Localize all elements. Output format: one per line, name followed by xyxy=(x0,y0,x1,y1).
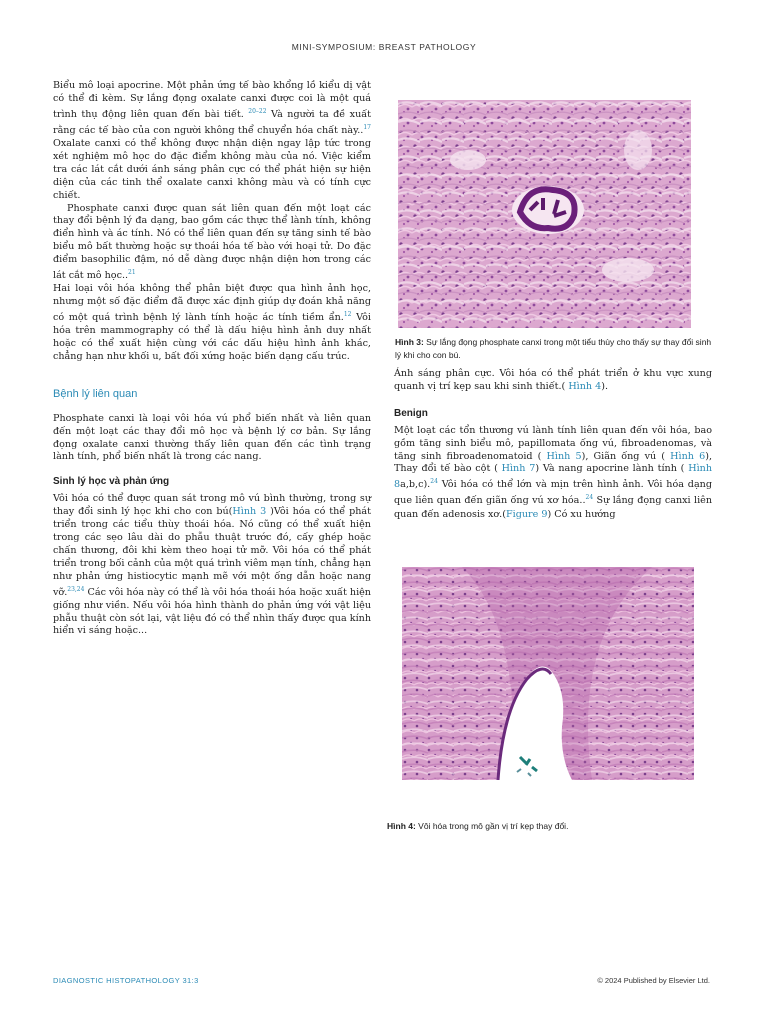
citation-link[interactable]: 23,24 xyxy=(67,585,85,593)
figure-link[interactable]: Hình 4 xyxy=(568,380,602,392)
text: Vôi hóa có thể lớn và mịn trên hình ảnh. Vôi hóa dạng que liên quan đến giãn ống vú xơ hóa.. xyxy=(394,479,712,507)
citation-link[interactable]: 21 xyxy=(128,269,136,277)
figure-4-micrograph xyxy=(402,567,694,780)
text: a,b,c). xyxy=(400,479,431,491)
caption-text: Vôi hóa trong mô gần vị trí kẹp thay đổi. xyxy=(415,821,569,831)
text: Các vôi hóa này có thể là vôi hóa thoái hóa hoặc xuất hiện giống như viền. Nếu vôi hóa hình thành do phản ứng với vật liệu phẫu thuật còn sót lại, vật liệu đó có thể nhìn thấy được qua kính hiển vi sáng hoặc... xyxy=(53,586,371,637)
figure-label: Hình 3: xyxy=(395,337,424,347)
figure-3-micrograph xyxy=(398,100,691,328)
text: Vôi hóa trên mammography có thể là dấu hiệu hình ảnh duy nhất hoặc có thể xuất hiện cùng với các dấu hiệu hình ảnh khác, chẳng hạn như khối u, bất đối xứng hoặc biến dạng cấu trúc. xyxy=(53,312,371,362)
text: Một loạt các tổn thương vú lành tính liên quan đến vôi hóa, bao gồm tăng sinh biểu mô, papillomata ống vú, fibroadenomas, và tăng sinh fibroadenomatoid ( xyxy=(394,424,712,462)
copyright-footer: © 2024 Published by Elsevier Ltd. xyxy=(597,976,710,985)
citation-link[interactable]: 24 xyxy=(585,494,594,502)
text: Hai loại vôi hóa không thể phân biệt được qua hình ảnh học, nhưng một số đặc điểm đã được xác định giúp dự đoán khả năng có một quá trình bệnh lý lành tính hoặc ác tính tiềm ẩn. xyxy=(53,283,371,324)
paragraph xyxy=(53,203,371,284)
subsection-heading: Sinh lý học và phản ứng xyxy=(53,476,170,488)
text: ). xyxy=(601,380,609,392)
text: Và người ta đề xuất rằng các tế bào của con người không thể chuyển hóa chất này.. xyxy=(53,109,371,137)
figure-link[interactable]: Hình 3 xyxy=(232,506,267,518)
text: )Vôi hóa có thể phát triển trong các tiểu thùy thoái hóa. Nó cũng có thể xuất hiện trong các sẹo lâu dài do phẫu thuật trước đó, cấy ghép hoặc chấn thương, đôi khi kèm theo hoại tử mỡ. Vôi hóa có thể phát triển trong bối cảnh của một quá trình viêm mạn tính, chẳng hạn như phản ứng histiocytic mạnh mẽ với một ống dẫn hoặc nang vỡ. xyxy=(53,506,371,598)
paragraph xyxy=(53,493,371,638)
text: Biểu mô loại apocrine. Một phản ứng tế bào khổng lồ kiểu dị vật có thể đi kèm. Sự lắng đọng oxalate canxi được coi là một quá trình thụ động liên quan đến bài tiết. xyxy=(53,80,371,120)
figure-link[interactable]: Hình 8 xyxy=(394,463,712,491)
citation-link[interactable]: 12 xyxy=(343,310,352,318)
left-column xyxy=(53,80,371,638)
figure-link[interactable]: Hình 5 xyxy=(546,450,582,462)
right-column xyxy=(394,368,712,521)
text: Vôi hóa có thể được quan sát trong mô vú bình thường, trong sự thay đổi sinh lý học khi cho con bú( xyxy=(53,493,371,518)
figure-link[interactable]: Figure 9 xyxy=(505,508,548,520)
running-header: MINI-SYMPOSIUM: BREAST PATHOLOGY xyxy=(291,42,477,52)
citation-link[interactable]: 20–22 xyxy=(248,107,267,115)
citation-link[interactable]: 17 xyxy=(363,123,371,131)
journal-footer: DIAGNOSTIC HISTOPATHOLOGY 31:3 xyxy=(53,976,199,985)
figure-3-caption xyxy=(395,336,715,362)
paragraph xyxy=(53,283,371,364)
text: Phosphate canxi được quan sát liên quan đến một loạt các thay đổi bệnh lý đa dạng, bao gồm các thực thể lành tính, không điển hình và ác tính. Nó có thể liên quan đến sự tăng sinh tế bào biểu mô bất thường hoặc sự thoái hóa tế bào với hoại tử. Do đặc điểm basophilic đậm, nó dễ dàng được nhận diện hơn trong các lát cắt mô học.. xyxy=(53,202,371,282)
figure-label: Hình 4: xyxy=(387,821,416,831)
text: ), Thay đổi tế bào cột ( xyxy=(394,450,712,475)
figure-link[interactable]: Hình 7 xyxy=(501,463,536,475)
figure-link[interactable]: Hình 6 xyxy=(670,450,706,462)
citation-link[interactable]: 24 xyxy=(430,478,438,486)
subsection-heading: Benign xyxy=(394,407,428,419)
text: ), Giãn ống vú ( xyxy=(581,450,671,462)
figure-4-caption xyxy=(387,820,717,833)
paragraph xyxy=(394,425,712,522)
histology-image xyxy=(398,100,691,328)
text: Ánh sáng phân cực. Vôi hóa có thể phát triển ở khu vực xung quanh vị trí kẹp sau khi sinh thiết.( xyxy=(394,368,712,392)
section-heading: Bệnh lý liên quan xyxy=(53,387,138,400)
paragraph xyxy=(53,80,371,203)
caption-text: Sự lắng đọng phosphate canxi trong một tiểu thùy cho thấy sự thay đổi sinh lý khi cho con bú. xyxy=(395,337,712,360)
histology-image xyxy=(402,567,694,780)
text: ) Có xu hướng xyxy=(547,508,616,520)
text: ) Và nang apocrine lành tính ( xyxy=(535,463,689,475)
paragraph: Phosphate canxi là loại vôi hóa vú phổ biến nhất và liên quan đến một loạt các thay đổi mô học và bệnh lý cơ bản. Sự lắng đọng oxalate canxi thường thấy liên quan đến các tình trạng lành tính, phổ biến nhất là trong các nang. xyxy=(53,412,371,463)
text: Sự lắng đọng canxi liên quan đến adenosis xơ.( xyxy=(394,495,713,520)
text: Oxalate canxi có thể không được nhận diện ngay lập tức trong xét nghiệm mô học do đặc điểm không màu của nó. Việc kiểm tra các lát cắt dưới ánh sáng phân cực có thể phát hiện sự hiện diện của các tinh thể oxalate canxi không màu và có tính cực chiết. xyxy=(53,138,371,201)
paragraph xyxy=(394,368,712,394)
